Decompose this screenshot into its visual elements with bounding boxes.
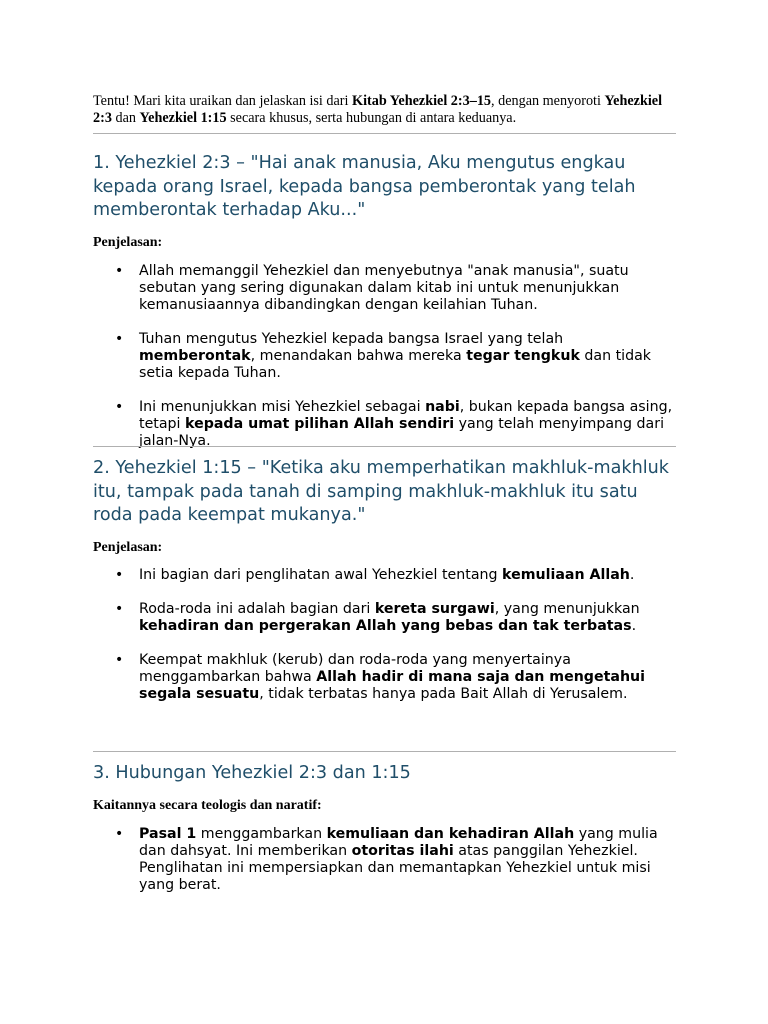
list-item-bold: nabi: [425, 399, 460, 415]
list-item-text: , bukan kepada bangsa asing, tetapi: [139, 399, 673, 432]
intro-bold: Yehezkiel 2:3: [93, 93, 663, 126]
list-item-bold: memberontak: [139, 348, 251, 364]
list-item-text: , menandakan bahwa mereka: [250, 348, 467, 364]
intro-paragraph: [93, 93, 676, 127]
list-item-text: atas panggilan Yehezkiel. Penglihatan ini mempersiapkan dan memantapkan Yehezkiel untuk misi yang berat.: [139, 843, 651, 893]
bullet-icon: •: [115, 652, 124, 668]
list-item-bold: kereta surgawi: [374, 601, 495, 617]
list-item: [93, 263, 683, 314]
bullet-icon: •: [115, 331, 124, 347]
list-item-text: Ini menunjukkan misi Yehezkiel sebagai: [139, 399, 426, 415]
bullet-icon: •: [115, 263, 124, 279]
list-item-bold: kemuliaan Allah: [502, 567, 630, 583]
list-item-text: .: [629, 567, 635, 583]
list-item-text: Tuhan mengutus Yehezkiel kepada bangsa Israel yang telah: [139, 331, 564, 347]
bullet-icon: •: [115, 399, 124, 415]
list-item: [93, 399, 683, 450]
list-item-bold: kehadiran dan pergerakan Allah yang bebas dan tak terbatas: [139, 618, 632, 634]
section-3-list: [93, 826, 683, 894]
list-item: [93, 601, 683, 635]
intro-bold: Yehezkiel 1:15: [139, 110, 227, 126]
bullet-icon: •: [115, 826, 124, 842]
bullet-icon: •: [115, 601, 124, 617]
list-item-bold: kemuliaan dan kehadiran Allah: [326, 826, 575, 842]
intro-text: secara khusus, serta hubungan di antara keduanya.: [226, 110, 517, 126]
list-item-bold: Allah hadir di mana saja dan mengetahui segala sesuatu: [139, 669, 646, 702]
list-item: [93, 331, 683, 382]
intro-text: dan: [111, 110, 140, 126]
list-item-text: Keempat makhluk (kerub) dan roda-roda yang menyertainya menggambarkan bahwa: [139, 652, 571, 685]
list-item-bold: tegar tengkuk: [466, 348, 580, 364]
list-item-bold: otoritas ilahi: [351, 843, 454, 859]
section-2-label: Penjelasan:: [93, 540, 163, 555]
section-3-heading: 3. Hubungan Yehezkiel 2:3 dan 1:15: [93, 763, 411, 783]
list-item-bold: kepada umat pilihan Allah sendiri: [185, 416, 455, 432]
list-item-text: , yang menunjukkan: [494, 601, 640, 617]
section-3-label: Kaitannya secara teologis dan naratif:: [93, 798, 322, 813]
intro-text: , dengan menyoroti: [491, 93, 605, 109]
list-item: [93, 826, 683, 894]
list-item-text: .: [631, 618, 637, 634]
list-item-text: yang mulia dan dahsyat. Ini memberikan: [139, 826, 658, 859]
section-2-list: [93, 567, 683, 703]
list-item-text: dan tidak setia kepada Tuhan.: [139, 348, 652, 381]
list-item-text: menggambarkan: [196, 826, 327, 842]
list-item-text: yang telah menyimpang dari jalan-Nya.: [139, 416, 665, 449]
list-item-bold: Pasal 1: [139, 826, 197, 842]
bullet-icon: •: [115, 567, 124, 583]
list-item-text: , tidak terbatas hanya pada Bait Allah di Yerusalem.: [259, 686, 628, 702]
divider: [93, 133, 676, 134]
divider: [93, 751, 676, 752]
list-item: [93, 652, 683, 703]
list-item-text: Ini bagian dari penglihatan awal Yehezkiel tentang: [139, 567, 503, 583]
section-1-label: Penjelasan:: [93, 235, 163, 250]
section-1-heading: 1. Yehezkiel 2:3 – "Hai anak manusia, Aku mengutus engkau kepada orang Israel, kepada bangsa pemberontak yang telah memberontak terhadap Aku...": [93, 153, 636, 220]
list-item-text: Allah memanggil Yehezkiel dan menyebutnya "anak manusia", suatu sebutan yang sering digunakan dalam kitab ini untuk menunjukkan kemanusiaannya dibandingkan dengan keilahian Tuhan.: [139, 263, 629, 313]
section-2-heading: 2. Yehezkiel 1:15 – "Ketika aku memperhatikan makhluk-makhluk itu, tampak pada tanah di samping makhluk-makhluk itu satu roda pada keempat mukanya.": [93, 458, 669, 525]
intro-text: Tentu! Mari kita uraikan dan jelaskan isi dari: [93, 93, 353, 109]
intro-bold: Kitab Yehezkiel 2:3–15: [352, 93, 492, 109]
section-1-list: [93, 263, 683, 450]
list-item-text: Roda-roda ini adalah bagian dari: [139, 601, 375, 617]
divider: [93, 446, 676, 447]
list-item: [93, 567, 683, 584]
